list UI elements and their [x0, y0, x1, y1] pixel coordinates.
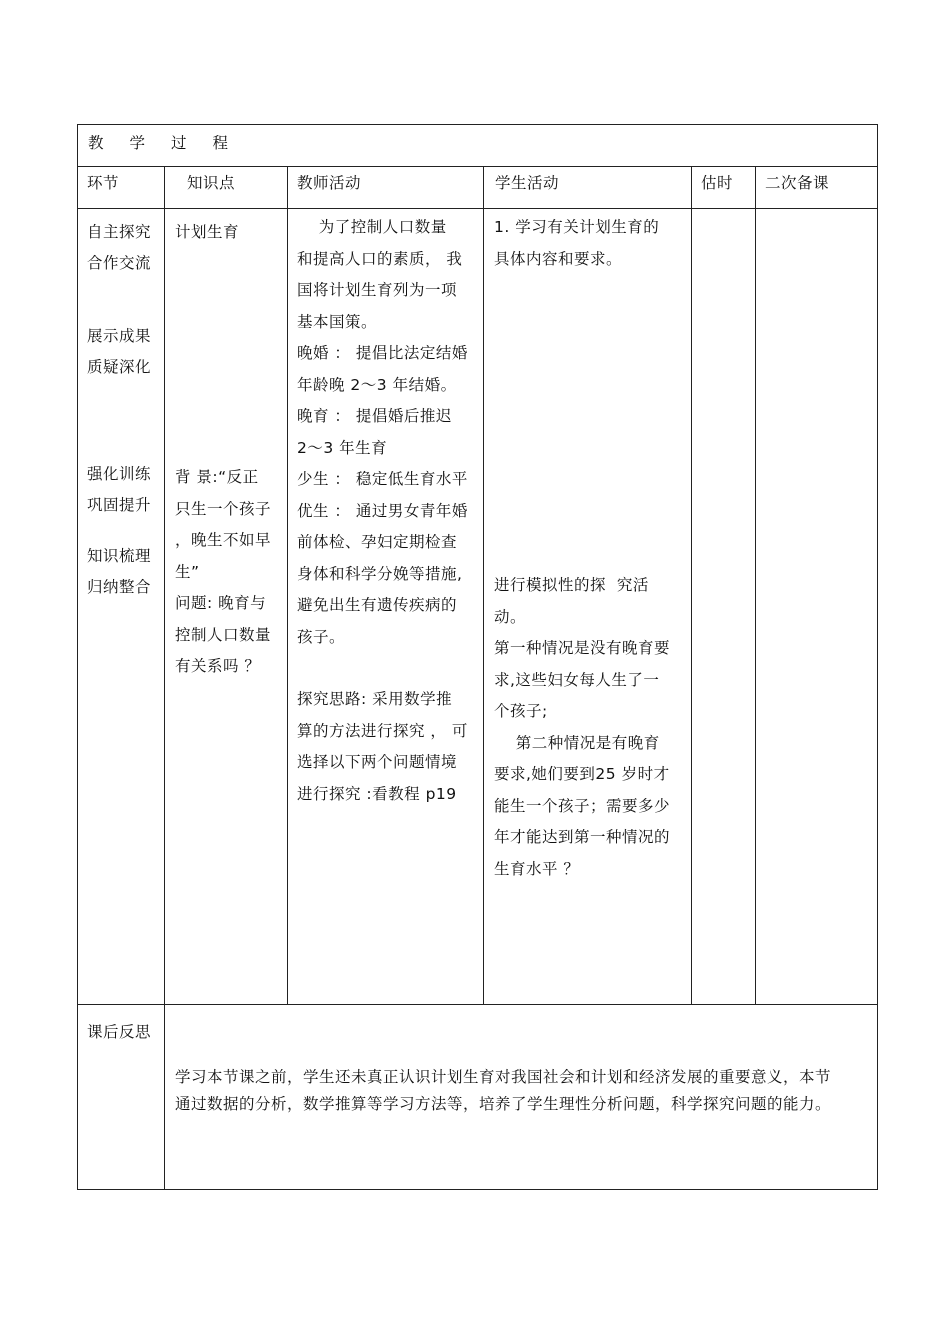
stage-present: 展示成果 质疑深化 [87, 327, 152, 376]
header-stage: 环节 [87, 174, 120, 192]
table-rule [755, 166, 756, 1004]
stage-explore: 自主探究 合作交流 [87, 223, 152, 272]
header-time: 估时 [701, 174, 734, 192]
student-item-1: 1. 学习有关计划生育的 具体内容和要求。 [494, 218, 660, 268]
table-rule [77, 208, 878, 209]
teacher-inquiry-text: 探究思路: 采用数学推 算的方法进行探究 ， 可 选择以下两个问题情境 进行探究 :看教程 p19 [297, 690, 468, 803]
header-knowledge: 知识点 [187, 174, 236, 192]
header-revision: 二次备课 [765, 174, 830, 192]
reflection-text: 学习本节课之前，学生还未真正认识计划生育对我国社会和计划和经济发展的重要意义，本节 通过数据的分析，数学推算等学习方法等，培养了学生理性分析问题，科学探究问题的能力。 [175, 1068, 832, 1113]
reflection-label: 课后反思 [87, 1023, 152, 1041]
table-rule [77, 166, 878, 167]
header-teacher: 教师活动 [297, 174, 362, 192]
stage-practice: 强化训练 巩固提升 [87, 465, 152, 514]
table-rule [77, 1004, 878, 1005]
stage-summary: 知识梳理 归纳整合 [87, 547, 152, 596]
table-title: 教学过程 [88, 134, 255, 152]
table-rule [691, 166, 692, 1004]
teacher-activity-text: 为了控制人口数量 和提高人口的素质， 我 国将计划生育列为一项 基本国策。 晚婚 ： 提倡比法定结婚 年龄晚 2～3 年结婚。 晚育 ： 提倡婚后推迟 2～3 年生育 少生 ： 稳定低生育水平 优生 ： 通过男女青年婚 前体检、孕妇定期检查 身体和科学分娩等措施, 避免出生有遗传疾病的 孩子。 [297, 218, 468, 646]
header-student: 学生活动 [495, 174, 560, 192]
knowledge-topic: 计划生育 [175, 223, 240, 241]
student-simulation: 进行模拟性的探 究活 动。 第一种情况是没有晚育要 求,这些妇女每人生了一 个孩子; 第二种情况是有晚育 要求,她们要到25 岁时才 能生一个孩子；需要多少 年才能达到第一种情况的 生育水平 ？ [494, 576, 671, 878]
table-rule [164, 166, 165, 1190]
table-rule [483, 166, 484, 1004]
table-rule [287, 166, 288, 1004]
knowledge-background: 背 景:“反正 只生一个孩子 ，晚生不如早 生” 问题: 晚育与 控制人口数量 有关系吗 ？ [175, 468, 272, 675]
